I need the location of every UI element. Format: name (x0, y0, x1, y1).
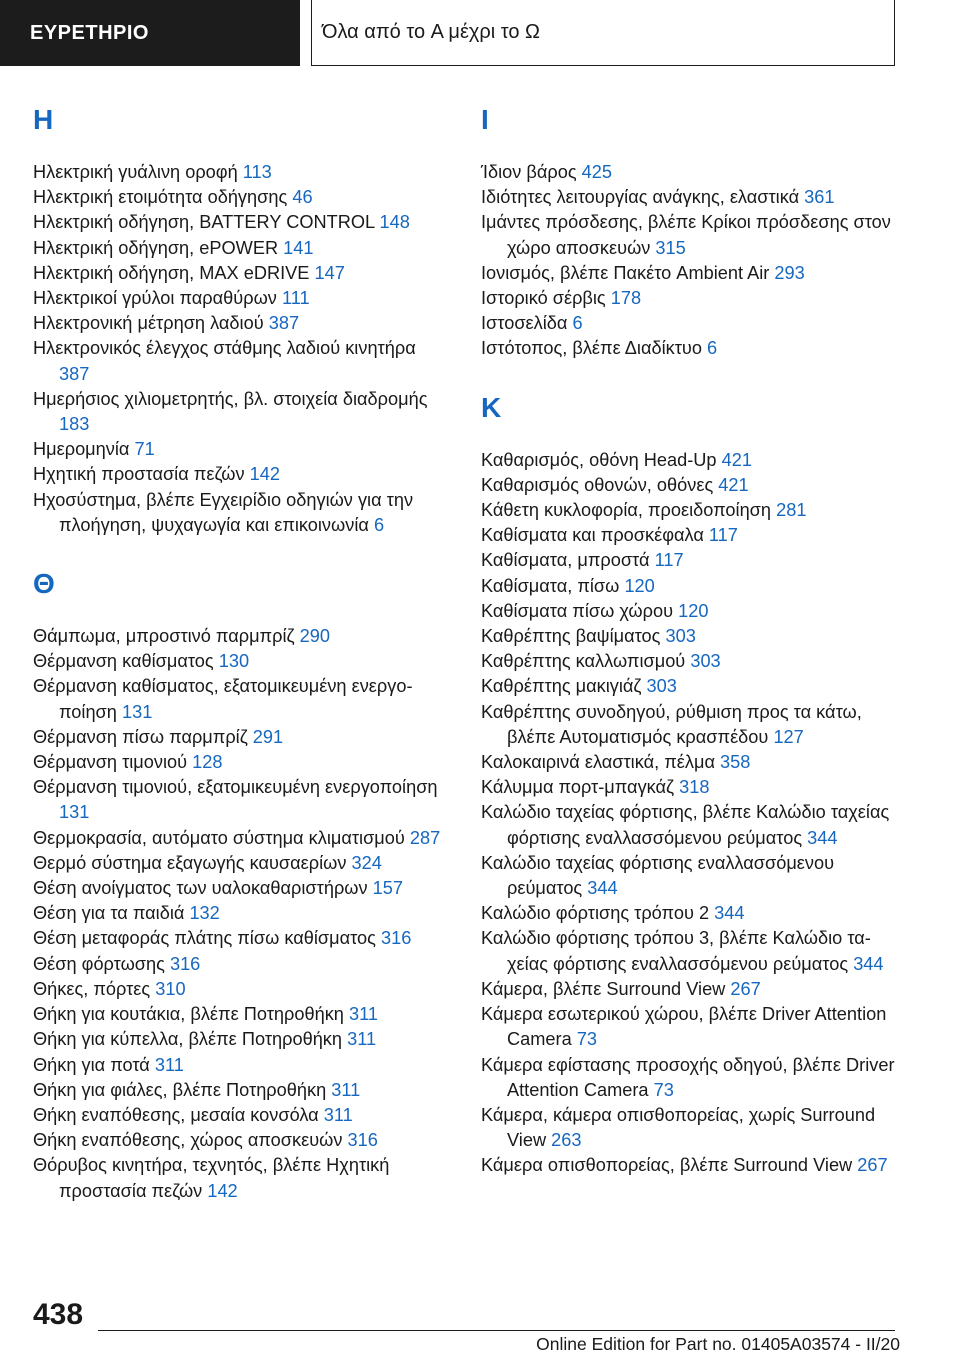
index-entry-text: Κάθετη κυκλοφορία, προειδοποίηση (481, 500, 772, 521)
index-entry (481, 649, 901, 674)
index-entry-text: Θερμοκρασία, αυτόματο σύστημα κλιματισμού (33, 827, 405, 848)
page-link[interactable]: 344 (853, 953, 884, 974)
index-entry-text: Θήκη εναπόθεσης, μεσαία κονσόλα (33, 1104, 319, 1125)
index-entry (481, 185, 901, 210)
index-entry (481, 800, 901, 850)
index-entry-text: Καθίσματα, μπροστά (481, 550, 650, 571)
page-link[interactable]: 267 (730, 978, 761, 999)
index-entry (33, 977, 443, 1002)
index-entry-text: Ιστορικό σέρβις (481, 288, 606, 309)
index-entry-text: Ιμάντες πρόσδεσης, βλέπε Κρίκοι πρόσδεσης στον χώρο αποσκευών (481, 212, 891, 258)
index-entry-text: Ιστότοπος, βλέπε Διαδίκτυο (481, 338, 702, 359)
index-entry-text: Καλώδιο φόρτισης τρόπου 2 (481, 903, 710, 924)
page-link[interactable]: 147 (314, 262, 345, 283)
page-link[interactable]: 263 (551, 1130, 582, 1151)
index-entry (481, 977, 901, 1002)
index-entry (33, 1027, 443, 1052)
page-link[interactable]: 6 (707, 338, 718, 359)
index-entry (33, 750, 443, 775)
page-link[interactable]: 311 (154, 1054, 184, 1075)
index-entry (33, 1128, 443, 1153)
index-entry (33, 851, 443, 876)
index-entry (33, 725, 443, 750)
page-link[interactable]: 117 (708, 525, 738, 546)
page-link[interactable]: 117 (654, 550, 684, 571)
page-link[interactable]: 141 (283, 237, 314, 258)
page-link[interactable]: 131 (121, 701, 153, 722)
index-entry (481, 1153, 901, 1178)
index-entry-text: Ηλεκτρική γυάλινη οροφή (33, 162, 238, 182)
page-link[interactable]: 344 (587, 878, 618, 899)
section-gap (481, 362, 901, 386)
page-link[interactable]: 316 (380, 928, 412, 949)
index-entry (481, 523, 901, 548)
index-entry-text: Θόρυβος κινητήρα, τεχνητός, βλέπε Ηχητική προστασία πεζών (33, 1155, 390, 1201)
page-link[interactable]: 311 (348, 1004, 378, 1025)
page-link[interactable]: 358 (720, 752, 751, 773)
index-entry-text: Καθίσματα πίσω χώρου (481, 600, 674, 621)
page-link[interactable]: 120 (678, 600, 709, 621)
index-entry (481, 311, 901, 336)
index-entry (481, 210, 901, 260)
index-entry (33, 649, 443, 674)
index-letter-heading: H (33, 104, 54, 135)
index-entry (481, 1103, 901, 1153)
index-entry-text: Θήκη για ποτά (33, 1054, 150, 1075)
page-link[interactable]: 310 (155, 978, 186, 999)
index-entry (481, 448, 901, 473)
page-link[interactable]: 128 (192, 752, 223, 773)
index-entry (481, 901, 901, 926)
index-entry (33, 1078, 443, 1103)
index-entry-text: Καθρέπτης βαψίματος (481, 626, 661, 647)
index-entry (481, 473, 901, 498)
index-entry (481, 599, 901, 624)
index-entry (33, 1053, 443, 1078)
index-entry-text: Θέση ανοίγματος των υαλοκαθαριστήρων (33, 878, 368, 899)
page-number: 438 (33, 1298, 84, 1331)
index-entry (33, 901, 443, 926)
index-entry (481, 498, 901, 523)
page-link[interactable]: 344 (714, 903, 745, 924)
index-entry-text: Θάμπωμα, μπροστινό παρμπρίζ (33, 626, 295, 647)
index-entry-text: Κάμερα, βλέπε Surround View (481, 978, 726, 999)
page-link[interactable]: 142 (207, 1180, 238, 1201)
index-entry-text: Καθρέπτης μακιγιάζ (481, 676, 642, 697)
index-entry (33, 1002, 443, 1027)
page-link[interactable]: 287 (409, 827, 441, 848)
page-link[interactable]: 46 (292, 187, 313, 208)
index-entry-text: Θήκη για κουτάκια, βλέπε Ποτηροθήκη (33, 1004, 344, 1025)
index-entry (33, 826, 443, 851)
index-entry-text: Ημερήσιος χιλιομετρητής, βλ. στοιχεία διαδρομής (33, 388, 428, 409)
index-entry-text: Θέρμανση τιμονιού, εξατομικευμένη ενεργοποίηση (33, 777, 438, 798)
index-entry (481, 775, 901, 800)
page-link[interactable]: 183 (59, 414, 90, 435)
page-footer (0, 1290, 960, 1362)
index-entry-text: Κάλυμμα πορτ-μπαγκάζ (481, 777, 675, 798)
page-link[interactable]: 316 (169, 953, 201, 974)
index-entry-text: Καλοκαιρινά ελαστικά, πέλμα (481, 752, 715, 773)
index-entry (33, 437, 443, 462)
index-entry-text: Ηλεκτρικοί γρύλοι παραθύρων (33, 288, 277, 309)
index-entry-text: Θέρμανση τιμονιού (33, 752, 188, 773)
index-entry-text: Θέρμανση πίσω παρμπρίζ (33, 726, 248, 747)
page-link[interactable]: 344 (807, 827, 838, 848)
index-entry-text: Ηλεκτρική οδήγηση, MAX eDRIVE (33, 262, 310, 283)
index-entry-text: Θέρμανση καθίσματος, εξατομικευμένη ενεργοποίηση (33, 676, 413, 722)
index-entry-text: Θήκη για φιάλες, βλέπε Ποτηροθήκη (33, 1079, 327, 1100)
index-entry (33, 286, 443, 311)
index-entry-text: Ίδιον βάρος (481, 162, 577, 182)
index-entry (33, 952, 443, 977)
index-entry (481, 926, 901, 976)
page-header (0, 0, 960, 66)
page-link[interactable]: 71 (134, 439, 155, 460)
index-entry (33, 261, 443, 286)
page-link[interactable]: 421 (718, 474, 749, 495)
index-entry (481, 750, 901, 775)
page-link[interactable]: 111 (281, 288, 310, 309)
page-link[interactable]: 281 (776, 500, 807, 521)
index-entry-text: Ηλεκτρονική μέτρηση λαδιού (33, 313, 264, 334)
index-entry (481, 700, 901, 750)
index-entry-text: Ηλεκτρική οδήγηση, BATTERY CONTROL (33, 212, 375, 233)
index-entry (33, 387, 443, 437)
index-entry-text: Ηχοσύστημα, βλέπε Εγχειρίδιο οδηγιών για την πλοήγηση, ψυχαγωγία και επικοινωνία (33, 489, 414, 535)
index-entry-text: Κάμερα, κάμερα οπισθοπορείας, χωρίς Surround View (481, 1104, 876, 1151)
page-link[interactable]: 421 (721, 449, 752, 470)
page-link[interactable]: 267 (857, 1155, 888, 1176)
section-title: ΕΥΡΕΤΗΡΙΟ (0, 0, 300, 66)
index-entry (481, 674, 901, 699)
index-entry-text: Ιδιότητες λειτουργίας ανάγκης, ελαστικά (481, 187, 800, 208)
page-link[interactable]: 132 (189, 903, 220, 924)
index-entry-text: Θήκες, πόρτες (33, 978, 151, 999)
index-entry-text: Ηχητική προστασία πεζών (33, 464, 245, 485)
index-entry-text: Καλώδιο ταχείας φόρτισης, βλέπε Καλώδιο ταχείας φόρτισης εναλλασσόμενου ρεύματος (481, 802, 890, 848)
index-entry (481, 624, 901, 649)
index-letter-heading: Θ (33, 568, 55, 600)
index-entry-text: Ημερομηνία (33, 439, 130, 460)
index-entry-text: Θέση μεταφοράς πλάτης πίσω καθίσματος (33, 928, 376, 949)
page-link[interactable]: 316 (347, 1130, 378, 1151)
edition-note: Online Edition for Part no. 01405A03574 - II/20 (536, 1334, 900, 1354)
index-entry-text: Θήκη για κύπελλα, βλέπε Ποτηροθήκη (33, 1029, 343, 1050)
index-entry (33, 624, 443, 649)
index-entry-text: Κάμερα οπισθοπορείας, βλέπε Surround View (481, 1155, 853, 1176)
page-link[interactable]: 387 (59, 363, 90, 384)
page-link[interactable]: 73 (576, 1029, 597, 1050)
page-link[interactable]: 148 (379, 212, 410, 233)
index-entry-text: Ιστοσελίδα (481, 313, 568, 334)
section-subtitle: Όλα από το A μέχρι το Ω (311, 0, 895, 66)
index-entry (33, 311, 443, 336)
page-link[interactable]: 142 (249, 464, 280, 485)
page-link[interactable]: 311 (347, 1029, 377, 1050)
section-gap (33, 538, 443, 562)
index-entry-text: Ιονισμός, βλέπε Πακέτο Ambient Air (481, 262, 770, 283)
index-entry (481, 1053, 901, 1103)
index-entry-text: Καθίσματα, πίσω (481, 575, 620, 596)
index-entry (481, 336, 901, 361)
index-entry (481, 286, 901, 311)
index-entry (33, 236, 443, 261)
index-column-right (481, 98, 901, 1179)
index-entry (33, 775, 443, 825)
index-entry (33, 210, 443, 235)
page-link[interactable]: 361 (804, 187, 835, 208)
page-link[interactable]: 127 (773, 726, 804, 747)
page-link[interactable]: 303 (646, 676, 677, 697)
index-entry (33, 488, 443, 538)
page-link[interactable]: 290 (299, 626, 330, 647)
index-entry-text: Κάμερα εφίστασης προσοχής οδηγού, βλέπε Driver Attention Camera (481, 1054, 895, 1100)
page-link[interactable]: 6 (373, 514, 385, 535)
index-entry (481, 548, 901, 573)
index-entry (33, 336, 443, 386)
page-link[interactable]: 315 (655, 237, 686, 258)
index-entry-text: Ηλεκτρονικός έλεγχος στάθμης λαδιού κινητήρα (33, 338, 416, 359)
page-link[interactable]: 387 (268, 313, 300, 334)
index-entry-text: Καθαρισμός οθονών, οθόνες (481, 474, 714, 495)
index-entry-text: Θερμό σύστημα εξαγωγής καυσαερίων (33, 852, 347, 873)
page-link[interactable]: 425 (581, 162, 613, 182)
page-link[interactable]: 324 (351, 852, 382, 873)
footer-divider (98, 1330, 895, 1331)
index-entry-text: Καθρέπτης συνοδηγού, ρύθμιση προς τα κάτω, βλέπε Αυτοματισμός κρασπέδου (481, 701, 862, 747)
page-link[interactable]: 131 (59, 802, 90, 823)
page-link[interactable]: 6 (572, 313, 583, 334)
index-entry (33, 926, 443, 951)
page-link[interactable]: 303 (665, 626, 696, 647)
index-entry-text: Ηλεκτρική ετοιμότητα οδήγησης (33, 187, 288, 208)
page-link[interactable]: 318 (679, 777, 710, 798)
index-entry (33, 1103, 443, 1128)
index-entry-text: Καθίσματα και προσκέφαλα (481, 525, 704, 546)
index-entry (33, 462, 443, 487)
index-entry-text: Θήκη εναπόθεσης, χώρος αποσκευών (33, 1130, 343, 1151)
index-entry (481, 261, 901, 286)
page-link[interactable]: 178 (610, 288, 642, 309)
index-entry-text: Καλώδιο φόρτισης τρόπου 3, βλέπε Καλώδιο ταχείας φόρτισης εναλλασσόμενου ρεύματος (481, 928, 871, 974)
index-entry-text: Καθαρισμός, οθόνη Head-Up (481, 449, 717, 470)
index-entry (33, 876, 443, 901)
index-entry (481, 851, 901, 901)
index-entry-text: Καθρέπτης καλλωπισμού (481, 651, 686, 672)
page-link[interactable]: 113 (242, 162, 272, 182)
index-entry-text: Κάμερα εσωτερικού χώρου, βλέπε Driver Attention Camera (481, 1004, 887, 1050)
page-link[interactable]: 293 (774, 262, 805, 283)
index-entry (481, 574, 901, 599)
index-letter-heading: I (481, 104, 489, 135)
index-entry-text: Ηλεκτρική οδήγηση, ePOWER (33, 237, 279, 258)
page-link[interactable]: 303 (690, 651, 721, 672)
index-entry (33, 674, 443, 724)
page-link[interactable]: 130 (218, 651, 250, 672)
index-entry-text: Θέση για τα παιδιά (33, 903, 185, 924)
index-entry (33, 160, 443, 185)
index-entry (481, 1002, 901, 1052)
page-link[interactable]: 311 (323, 1104, 353, 1125)
index-entry (33, 1153, 443, 1203)
page-link[interactable]: 157 (372, 878, 404, 899)
index-column-left (33, 98, 443, 1204)
index-entry (33, 185, 443, 210)
page-link[interactable]: 73 (653, 1079, 674, 1100)
index-entry (481, 160, 901, 185)
index-entry-text: Καλώδιο ταχείας φόρτισης εναλλασσόμενου ρεύματος (481, 852, 835, 899)
page-link[interactable]: 311 (331, 1079, 361, 1100)
index-entry-text: Θέρμανση καθίσματος (33, 651, 214, 672)
index-letter-heading: K (481, 391, 502, 423)
index-entry-text: Θέση φόρτωσης (33, 953, 165, 974)
page-link[interactable]: 120 (624, 575, 655, 596)
page-link[interactable]: 291 (252, 726, 284, 747)
